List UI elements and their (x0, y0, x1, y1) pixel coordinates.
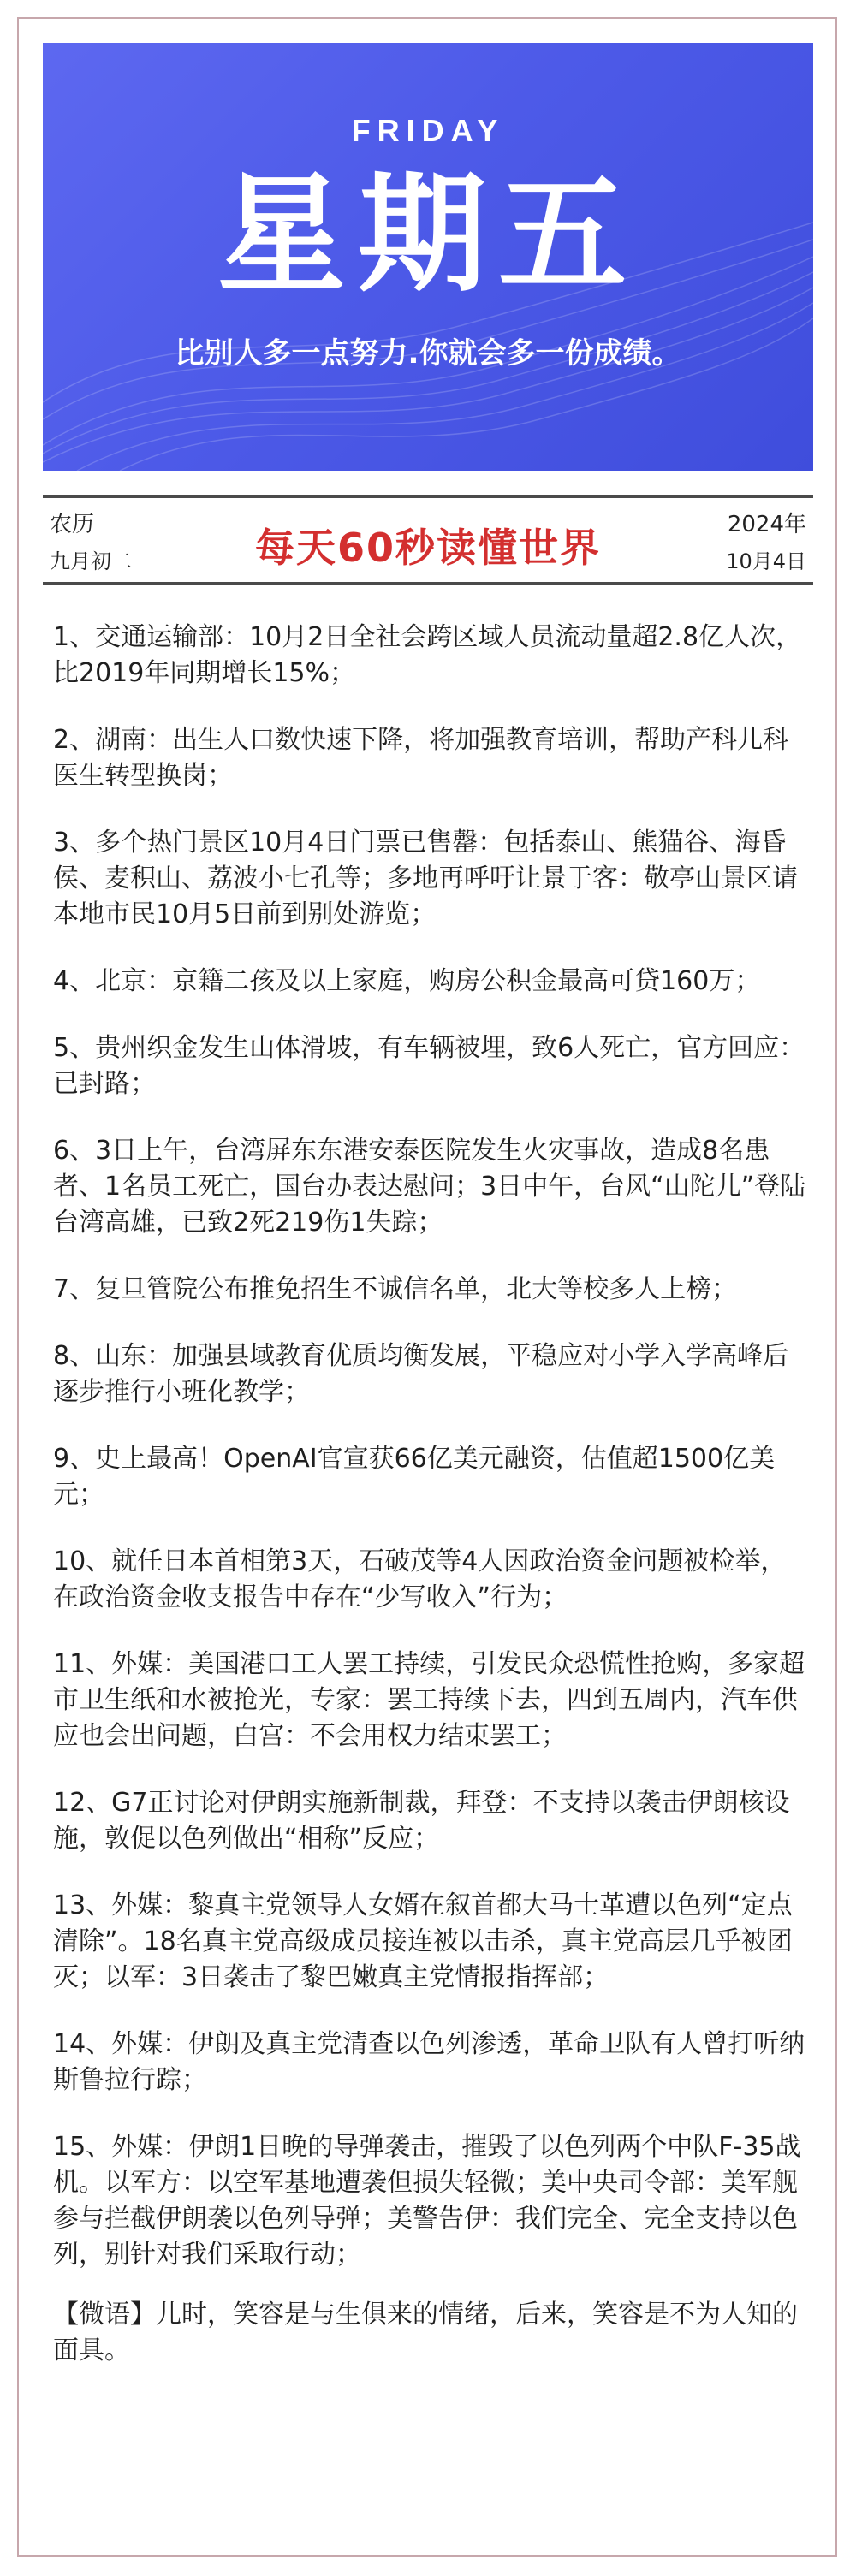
news-item: 9、史上最高！OpenAI官宣获66亿美元融资，估值超1500亿美元； (53, 1444, 776, 1510)
news-list (53, 620, 806, 2395)
news-item: 5、贵州织金发生山体滑坡，有车辆被埋，致6人死亡，官方回应：已封路； (53, 1033, 805, 1099)
header-rule-top (43, 495, 813, 498)
news-item: 11、外媒：美国港口工人罢工持续，引发民众恐慌性抢购，多家超市卫生纸和水被抢光，专家：罢工持续下去，四到五周内，汽车供应也会出问题，白宫：不会用权力结束罢工； (53, 1649, 805, 1751)
news-item: 10、就任日本首相第3天，石破茂等4人因政治资金问题被检举，在政治资金收支报告中存在“少写收入”行为； (53, 1546, 787, 1612)
news-item: 14、外媒：伊朗及真主党清查以色列渗透，革命卫队有人曾打听纳斯鲁拉行踪； (53, 2029, 805, 2095)
motto: 比别人多一点努力.你就会多一份成绩。 (175, 336, 681, 371)
banner (43, 43, 813, 471)
wisdom-quote: 【微语】儿时，笑容是与生俱来的情绪，后来，笑容是不为人知的面具。 (53, 2300, 798, 2365)
news-item: 15、外媒：伊朗1日晚的导弹袭击，摧毁了以色列两个中队F-35战机。以军方：以空军基地遭袭但损失轻微；美中央司令部：美军舰参与拦截伊朗袭以色列导弹；美警告伊：我们完全、完全支持以色列，别针对我们采取行动； (53, 2132, 801, 2270)
news-item: 6、3日上午，台湾屏东东港安泰医院发生火灾事故，造成8名患者、1名员工死亡，国台办表达慰问；3日中午，台风“山陀儿”登陆台湾高雄，已致2死219伤1失踪； (53, 1136, 806, 1238)
header-rule-bottom (43, 582, 813, 585)
lunar-date: 九月初二 (50, 549, 132, 573)
day-english: FRIDAY (351, 113, 505, 148)
headline: 每天60秒读懂世界 (254, 525, 601, 571)
news-item: 3、多个热门景区10月4日门票已售罄：包括泰山、熊猫谷、海昏侯、麦积山、荔波小七孔等；多地再呼吁让景于客：敬亭山景区请本地市民10月5日前到别处游览； (53, 828, 798, 929)
news-item: 4、北京：京籍二孩及以上家庭，购房公积金最高可贷160万； (53, 966, 761, 996)
day-chinese: 星期五 (217, 161, 639, 310)
news-item: 2、湖南：出生人口数快速下降，将加强教育培训，帮助产科儿科医生转型换岗； (53, 725, 789, 791)
news-item: 12、G7正讨论对伊朗实施新制裁，拜登：不支持以袭击伊朗核设施，敦促以色列做出“相称”反应； (53, 1788, 790, 1854)
date: 10月4日 (726, 549, 806, 573)
year: 2024年 (727, 512, 806, 537)
news-item: 1、交通运输部：10月2日全社会跨区域人员流动量超2.8亿人次，比2019年同期增长15%； (53, 622, 802, 688)
news-item: 13、外媒：黎真主党领导人女婿在叙首都大马士革遭以色列“定点清除”。18名真主党高级成员接连被以击杀，真主党高层几乎被团灭；以军：3日袭击了黎巴嫩真主党情报指挥部； (53, 1890, 793, 1992)
news-item: 8、山东：加强县域教育优质均衡发展，平稳应对小学入学高峰后逐步推行小班化教学； (53, 1341, 789, 1407)
lunar-label: 农历 (50, 512, 95, 537)
news-item: 7、复旦管院公布推免招生不诚信名单，北大等校多人上榜； (53, 1274, 738, 1304)
